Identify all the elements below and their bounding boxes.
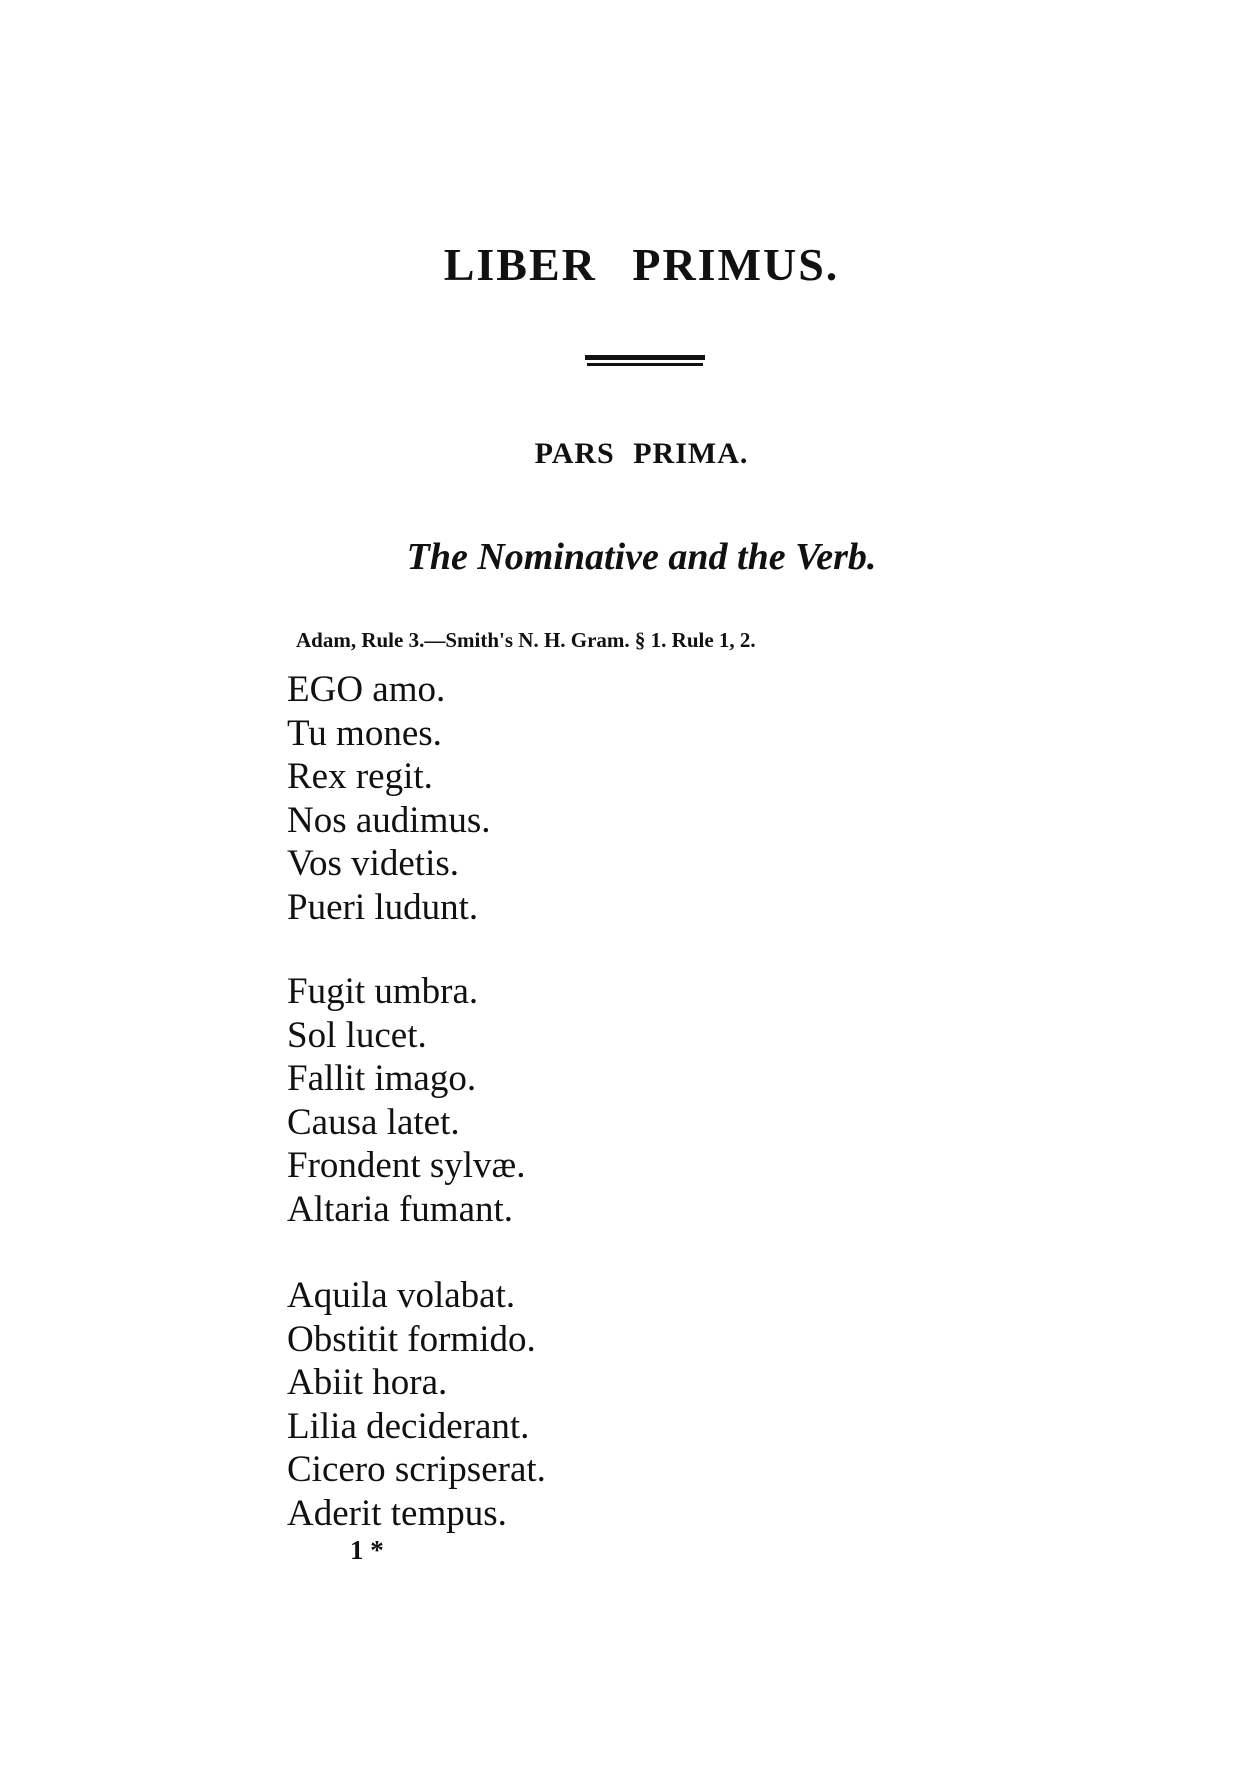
- latin-sentence: Rex regit.: [287, 756, 433, 797]
- latin-sentence: EGO amo.: [287, 669, 446, 710]
- latin-sentence: Pueri ludunt.: [287, 886, 479, 928]
- latin-sentence: Sol lucet.: [287, 1014, 427, 1056]
- latin-sentence: Vos videtis.: [287, 843, 460, 884]
- section-title: The Nominative and the Verb.: [406, 536, 877, 578]
- ornamental-rule: [585, 355, 705, 369]
- latin-sentence: Lilia deciderant.: [287, 1405, 530, 1447]
- latin-sentence: Abiit hora.: [287, 1362, 448, 1403]
- sentence-group-1: [287, 668, 491, 929]
- latin-sentence: Cicero scripserat.: [287, 1449, 546, 1490]
- latin-sentence: Fugit umbra.: [287, 971, 479, 1012]
- part-title: PARS PRIMA.: [534, 437, 749, 470]
- rule-bar-top: [585, 355, 705, 360]
- sentence-group-3: [287, 1274, 546, 1535]
- printer-signature-mark: 1 *: [350, 1535, 384, 1565]
- sentence-group-2: [287, 970, 525, 1231]
- latin-sentence: Obstitit formido.: [287, 1318, 536, 1360]
- latin-sentence: Tu mones.: [287, 712, 442, 754]
- latin-sentence: Altaria fumant.: [287, 1188, 514, 1230]
- latin-sentence: Aderit tempus.: [287, 1492, 507, 1534]
- grammar-reference: Adam, Rule 3.—Smith's N. H. Gram. § 1. Rule 1, 2.: [296, 628, 756, 652]
- book-title: LIBER PRIMUS.: [443, 239, 840, 290]
- latin-sentence: Causa latet.: [287, 1101, 460, 1143]
- latin-sentence: Frondent sylvæ.: [287, 1145, 526, 1186]
- latin-sentence: Fallit imago.: [287, 1058, 477, 1099]
- latin-sentence: Aquila volabat.: [287, 1275, 516, 1316]
- rule-bar-bottom: [587, 363, 703, 366]
- latin-sentence: Nos audimus.: [287, 799, 491, 841]
